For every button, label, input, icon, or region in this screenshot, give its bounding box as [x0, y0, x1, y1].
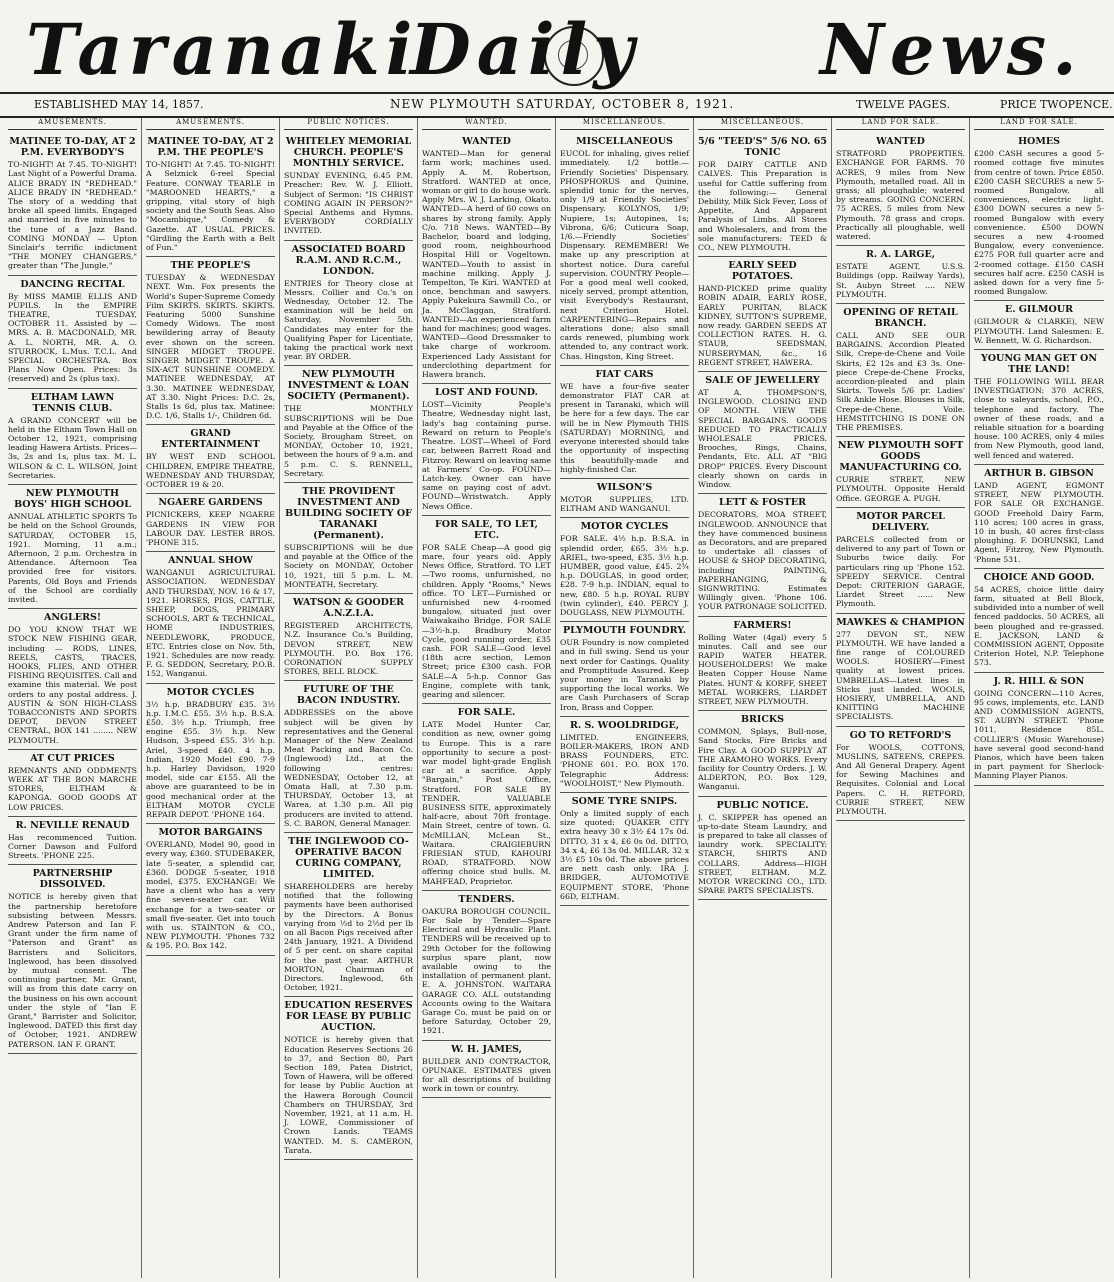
- advertisement-body: PARCELS collected from or delivered to any part of Town or Suburbs twice daily. For particulars ring up 'Phone 152. SPEEDY SERVICE. Central Depot: CRITERION GARAGE, Liardet Street ...... New Plymouth.: [836, 534, 965, 609]
- advertisement-body: SUNDAY EVENING, 6.45 P.M. Preacher: Rev. W. J. Elliott. Subject of Sermon: "IS CHRIST COMING AGAIN IN PERSON?" Special Anthems and Hymns. EVERYBODY CORDIALLY INVITED.: [284, 171, 413, 236]
- advertisement-body: By MISS MAMIE ELLIS AND PUPILS. In the EMPIRE THEATRE, TUESDAY, OCTOBER 11. Assisted by — MRS. A. B. MACDONALD, MR. A. L. NORTH, MR. A. O. STURROCK, L.Mus. T.C.L. And SPECIAL ORCHESTRA. Box Plans Now Open. Prices: 3s (reserved) and 2s (plus tax).: [8, 291, 137, 384]
- advertisement-heading: CHOICE AND GOOD.: [983, 571, 1095, 583]
- advertisement-heading: WHITELEY MEMORIAL CHURCH. PEOPLE'S MONTHLY SERVICE.: [285, 136, 412, 170]
- advertisement: [698, 797, 827, 901]
- advertisement-heading: THE INGLEWOOD CO-OPERATIVE BACON CURING COMPANY, LIMITED.: [288, 835, 409, 880]
- advertisement-body: BY WEST END SCHOOL CHILDREN, EMPIRE THEATRE, WEDNESDAY AND THURSDAY, OCTOBER 19 & 20.: [146, 452, 275, 490]
- advertisement: [974, 673, 1104, 786]
- advertisement-body: NOTICE is hereby given that Education Reserves Sections 26 to 37, and Section 80, Part Section 189, Patea District, Town of Hawera, will be offered for lease by Public Auction at the Hawera Borough Council Chambers on THURSDAY, 3rd November, 1921, at 11 a.m. H. J. LOWE, Commissioner of Crown Lands. TEAMS WANTED. M. S. CAMERON, Tarata.: [284, 1035, 413, 1155]
- column-8: [970, 118, 1108, 1278]
- advertisement: [8, 609, 137, 750]
- advertisement: [146, 133, 275, 257]
- masthead: [0, 0, 1114, 92]
- advertisement: [560, 479, 689, 518]
- advertisement-heading: FARMERS!: [733, 619, 792, 631]
- advertisement-body: Only a limited supply of each size quoted: QUAKER CITY extra heavy 30 x 3½ £4 17s 0d. DITTO, 31 x 4, £6 0s 0d. DITTO, 34 x 4, £6 13s 0d. MILLAR, 32 x 3½ £5 10s 0d. The above prices are nett cash only. IRA J. BRIDGER, AUTOMOTIVE EQUIPMENT STORE, 'Phone 66D, ELTHAM.: [560, 808, 689, 901]
- advertisement-heading: AT CUT PRICES: [30, 752, 115, 764]
- advertisement: [560, 793, 689, 906]
- advertisement-heading: DANCING RECITAL: [20, 278, 125, 290]
- advertisement: [560, 622, 689, 717]
- advertisement-body: ANNUAL ATHLETIC SPORTS To be held on the School Grounds, SATURDAY, OCTOBER 15, 1921. Morning, 11 a.m.; Afternoon, 2 p.m. Orchestra in Attendance. Afternoon Tea provided free for visitors. Parents, Old Boys and Friends of the School are cordially invited.: [8, 512, 137, 604]
- advertisement: [284, 681, 413, 833]
- advertisement-body: HAND-PICKED prime quality ROBIN ADAIR, EARLY ROSE, EARLY PURITAN, BLACK KIDNEY, SUTTON'S SUPREME, now ready. GARDEN SEEDS AT COLLECTION RATES. H. G. STAUB, SEEDSMAN, NURSERYMAN, &c., 16 REGENT STREET, HAWERA.: [698, 284, 827, 367]
- columns-container: [4, 118, 1110, 1278]
- advertisement-body: TUESDAY & WEDNESDAY NEXT. Wm. Fox presents the World's Super-Supreme Comedy Film SKIRTS. SKIRTS. SKIRTS. Featuring 5000 Sunshine Comedy Widows. The most bewildering array of Beauty ever shown on the screen. SINGER MIDGET TROUPE. SINGER MIDGET TROUPE. A SIX-ACT SUNSHINE COMEDY. MATINEE WEDNESDAY, AT 3.30. MATINEE WEDNESDAY, AT 3.30. Night Prices: D.C. 2s, Stalls 1s 6d, plus tax. Matinee: D.C. 1/6, Stalls 1/-, Children 6d.: [146, 273, 275, 421]
- advertisement-heading: ASSOCIATED BOARD R.A.M. AND R.C.M., LONDON.: [291, 243, 406, 277]
- column-4: [418, 118, 556, 1278]
- advertisement-body: Rolling Water (4gal) every 5 minutes. Call and see our RAPID WATER HEATER. HOUSEHOLDERS! We make Beaten Copper House Name Plates. HUNT & KORFF, SHEET METAL WORKERS, LIARDET STREET, NEW PLYMOUTH.: [698, 632, 827, 706]
- advertisement-heading: NGAERE GARDENS: [158, 497, 263, 509]
- column-2: [142, 118, 280, 1278]
- advertisement-heading: BRICKS: [740, 714, 785, 726]
- advertisement-body: REMNANTS AND ODDMENTS WEEK AT THE BON MARCHE STORES, ELTHAM & KAPONGA. GOOD GOODS AT LOW PRICES.: [8, 765, 137, 812]
- advertisement-heading: ELTHAM LAWN TENNIS CLUB.: [30, 391, 115, 414]
- advertisement-heading: E. GILMOUR: [1004, 304, 1074, 316]
- advertisement-heading: J. R. HILL & SON: [993, 675, 1085, 687]
- column-heading: LAND FOR SALE.: [974, 118, 1104, 130]
- advertisement-heading: LETT & FOSTER: [719, 497, 806, 509]
- column-7: [832, 118, 970, 1278]
- advertisement-body: LAND AGENT, EGMONT STREET, NEW PLYMOUTH. FOR SALE OR EXCHANGE. GOOD Freehold Dairy Farm, 110 acres; 100 acres in grass, 10 in bush, 40 acres first-class ploughing. F. DOBUNSKI, Land Agent, Fitzroy, New Plymouth. 'Phone 531.: [974, 480, 1104, 564]
- advertisement: [836, 304, 965, 437]
- advertisement-heading: WILSON'S: [596, 481, 653, 493]
- advertisement-heading: R. A. LARGE,: [865, 249, 936, 261]
- advertisement-body: LIMITED. ENGINEERS, BOILER-MAKERS, IRON AND BRASS FOUNDERS, ETC. 'PHONE 601. P.O. BOX 170. Telegraphic Address: "WOOLHOIST," New Plymouth.: [560, 732, 689, 788]
- advertisement-heading: FUTURE OF THE BACON INDUSTRY.: [296, 684, 401, 707]
- masthead-word-daily: Daily: [410, 8, 640, 91]
- advertisement-body: OVERLAND, Model 90, good in every way, £360. STUDEBAKER, late 5-seater, a splendid car, £360. DODGE 5-seater, 1918 model, £375. EXCHANGE: We have a client who has a very fine seven-seater car. Will exchange for a two-seater or small five-seater. Get into touch with us. STAINTON & CO., NEW PLYMOUTH. 'Phones 732 & 195. P.O. Box 142.: [146, 840, 275, 951]
- advertisement: [836, 437, 965, 508]
- advertisement: [8, 133, 137, 275]
- advertisement: [422, 516, 551, 704]
- advertisement-body: WANGANUI AGRICULTURAL ASSOCIATION. WEDNESDAY AND THURSDAY, NOV. 16 & 17, 1921. HORSES, PIGS, CATTLE, SHEEP, DOGS, PRIMARY SCHOOLS, ART & TECHNICAL, HOME INDUSTRIES, NEEDLEWORK, PRODUCE, ETC. Entries close on Nov. 5th, 1921. Schedules are now ready. F. G. SEDDON, Secretary, P.O.B. 152, Wanganui.: [146, 568, 275, 679]
- masthead-word-news: News.: [820, 8, 1083, 91]
- advertisement-heading: THE PEOPLE'S: [170, 260, 251, 272]
- advertisement-body: COMMON, Splays, Bull-nose, Sand Stocks, Fire Bricks and Fire Clay. A GOOD SUPPLY AT THE ARAMOHO WORKS. Every facility for Country Orders. J. W. ALDERTON, P.O. Box 129, Wanganui.: [698, 727, 827, 792]
- advertisement: [974, 569, 1104, 673]
- advertisement: [422, 1041, 551, 1099]
- advertisement-body: AT A. THOMPSON'S, INGLEWOOD. CLOSING END OF MONTH. VIEW THE SPECIAL BARGAINS. GOODS REDUCED TO PRACTICALLY WHOLESALE PRICES. Brooches, Rings, Chains, Pendants, Etc. ALL AT "BIG DROP" PRICES. Every Discount clearly shown on cards in Window.: [698, 388, 827, 490]
- advertisement-body: TO-NIGHT! At 7.45. TO-NIGHT! A Selznick 6-reel Special Feature. CONWAY TEARLE in "MAROONED HEARTS," a gripping, vital story of high society and the South Seas. Also "Mocambique," Comedy & Gazette. AT USUAL PRICES. "Girdling the Earth with a Belt of Fun.": [146, 160, 275, 253]
- advertisement: [284, 483, 413, 594]
- advertisement: [8, 817, 137, 866]
- column-heading: AMUSEMENTS.: [8, 118, 137, 130]
- advertisement: [146, 824, 275, 955]
- advertisement: [698, 372, 827, 494]
- advertisement: [8, 750, 137, 817]
- advertisement-body: PICNICKERS, KEEP NGAERE GARDENS IN VIEW FOR LABOUR DAY. LESTER BROS. 'PHONE 315.: [146, 510, 275, 547]
- advertisement-heading: MOTOR PARCEL DELIVERY.: [856, 510, 945, 533]
- advertisement-heading: NEW PLYMOUTH INVESTMENT & LOAN SOCIETY (Permanent).: [287, 369, 410, 403]
- advertisement: [284, 833, 413, 997]
- column-heading: AMUSEMENTS.: [146, 118, 275, 130]
- advertisement-body: WANTED—Man for general farm work; machines used. Apply A. M. Robertson, Stratford. WANTED at once, woman or girl to do house work. Apply Mrs. W. J. Larking, Okato. WANTED—A herd of 60 cows on shares by strong family. Apply C/o. 718 News. WANTED—By Bachelor, board and lodging, good room, neighbourhood Hospital Hill or Vogeltown. WANTED—Youth to assist in machine milking. Apply J. Tempelton, Te Kiri. WANTED at once, benchman and sawyers. Apply Pukekura Sawmill Co., or Ja. McClaggan, Stratford. WANTED—An experienced farm hand for machines; good wages. WANTED—Good Dressmaker to take charge of workroom. Experienced Lady Assistant for underclothing department for Hawera branch.: [422, 149, 551, 380]
- advertisement-body: BUILDER AND CONTRACTOR, OPUNAKE. ESTIMATES given for all descriptions of building work in town or country.: [422, 1056, 551, 1094]
- advertisement-body: DO YOU KNOW THAT WE STOCK NEW FISHING GEAR, including — RODS, LINES, REELS, CASTS, TRACES, HOOKS, FLIES, AND OTHER FISHING REQUISITES. Call and examine this material. We post orders to any postal address. J. AUSTIN & SON HIGH-CLASS TOBACCONISTS AND SPORTS DEPOT, DEVON STREET CENTRAL, BOX 141 ........ NEW PLYMOUTH.: [8, 625, 137, 745]
- column-3: [280, 118, 418, 1278]
- advertisement: [284, 133, 413, 240]
- advertisement: [698, 617, 827, 712]
- advertisement-heading: MOTOR CYCLES: [580, 521, 669, 533]
- advertisement: [836, 614, 965, 727]
- advertisement-heading: SOME TYRE SNIPS.: [571, 795, 678, 807]
- advertisement-body: ESTATE AGENT, U.S.S. Buildings (opp. Railway Yards), St. Aubyn Street .... NEW PLYMOUTH.: [836, 262, 965, 299]
- advertisement-body: CURRIE STREET, NEW PLYMOUTH. Opposite Herald Office. GEORGE A. PUGH.: [836, 475, 965, 503]
- advertisement-heading: WATSON & GOODER A.N.Z.I.A.: [292, 597, 405, 620]
- column-5: [556, 118, 694, 1278]
- advertisement-body: OAKURA BOROUGH COUNCIL. For Sale by Tender—Spare Electrical and Hydraulic Plant. TENDERS will be received up to 29th October for the following surplus spare plant, now available owing to the installation of permanent plant. E. A. JOHNSTON. WAITARA GARAGE CO. ALL outstanding Accounts owing to the Waitara Garage Co. must be paid on or before Saturday, October 29, 1921.: [422, 906, 551, 1036]
- advertisement: [560, 366, 689, 479]
- advertisement-heading: FOR SALE.: [457, 707, 516, 719]
- advertisement-heading: HOMES: [1018, 136, 1060, 148]
- advertisement-body: MOTOR SUPPLIES, LTD. ELTHAM AND WANGANUI.: [560, 494, 689, 514]
- advertisement-body: WE have a four-five seater demonstrator FIAT CAR at present in Taranaki, which will be here for a few days. The car will be in New Plymouth THIS (SATURDAY) MORNING, and everyone interested should take the opportunity of inspecting this beautifully-made and highly-finished Car.: [560, 381, 689, 474]
- advertisement-body: ENTRIES for Theory close at Messrs. Collier and Co.'s on Wednesday, October 12. The examination will be held on Saturday, November 5th. Candidates may enter for the Qualifying Paper for Licentiate, taking the practical work next year. BY ORDER.: [284, 278, 413, 362]
- advertisement-body: 54 ACRES, choice little dairy farm, situated at Bell Block, subdivided into a number of well fenced paddocks. 50 ACRES, all been ploughed and re-grassed. E. JACKSON, LAND & COMMISSION AGENT, Opposite Criterion Hotel, N.P. Telephone 573.: [974, 584, 1105, 668]
- advertisement-body: THE FOLLOWING WILL BEAR INVESTIGATION: 370 ACRES, close to saleyards, school, P.O., telephone and factory. The owner of these roads, and a reliable situation for a boarding house. 100 ACRES, only 4 miles from New Plymouth, good land, well fenced and watered.: [974, 377, 1104, 460]
- advertisement-body: REGISTERED ARCHITECTS, N.Z. Insurance Co.'s Building, DEVON STREET, NEW PLYMOUTH. P.O. Box 176. CORONATION SUPPLY STORES, BELL BLOCK.: [284, 621, 413, 677]
- advertisement: [284, 241, 413, 367]
- dateline-bar: [0, 92, 1114, 118]
- advertisement-body: DECORATORS, MOA STREET, INGLEWOOD. ANNOUNCE that they have commenced business as Decorators, and are prepared to undertake all classes of HOUSE & SHOP DECORATING, including PAINTING, PAPERHANGING, & SIGNWRITING. Estimates Willingly given. 'Phone 106. YOUR PATRONAGE SOLICITED.: [698, 510, 827, 612]
- advertisement: [422, 133, 551, 384]
- advertisement-heading: OPENING OF RETAIL BRANCH.: [843, 307, 958, 330]
- advertisement-body: GOING CONCERN—110 Acres, 95 cows, implements, etc. LAND AND COMMISSION AGENTS, ST. AUBYN STREET. 'Phone 1011, Residence 85L. COLLIER'S (Music Warehouse) have several good second-hand Pianos, which have been taken in part payment for Sherlock-Manning Player Pianos.: [974, 688, 1104, 781]
- advertisement-body: FOR SALE. 4½ h.p. B.S.A. in splendid order, £65. 3½ h.p. ARIEL, two-speed, £35. 3½ h.p. HUMBER, good value, £45. 2¾ h.p. DOUGLAS, in good order, £28. 7-9 h.p. INDIAN, equal to new, £80. 5 h.p. ROYAL RUBY (twin cylinder), £40. PERCY J. DOUGLASS, NEW PLYMOUTH.: [560, 534, 689, 617]
- column-heading: LAND FOR SALE.: [836, 118, 965, 130]
- price: PRICE TWOPENCE.: [1000, 98, 1113, 111]
- advertisement: [836, 727, 965, 822]
- advertisement-heading: GRAND ENTERTAINMENT: [161, 428, 260, 451]
- advertisement-heading: SALE OF JEWELLERY: [705, 375, 820, 387]
- advertisement: [698, 494, 827, 616]
- advertisement: [8, 276, 137, 389]
- advertisement-heading: LOST AND FOUND.: [435, 387, 538, 399]
- advertisement: [698, 257, 827, 372]
- advertisement-body: CALL AND SEE OUR BARGAINS. Accordion Pleated Silk, Crepe-de-Chene and Voile Skirts, £2 12s and £3 3s. One-piece Crepe-de-Chene Frocks, accordion-pleated and plain Skirts. Towels 5/6 pr. Ladies' Silk Ankle Hose. Blouses in Silk, Crepe-de-Chene, Voile. HEMSTITCHING IS DONE ON THE PREMISES.: [836, 331, 965, 433]
- advertisement-heading: MOTOR BARGAINS: [158, 827, 263, 839]
- advertisement: [146, 684, 275, 825]
- advertisement: [146, 552, 275, 683]
- advertisement-heading: NEW PLYMOUTH BOYS' HIGH SCHOOL: [14, 488, 131, 511]
- advertisement: [698, 133, 827, 257]
- advertisement-body: FOR SALE Cheap—A good gig mare, four years old. Apply News Office, Stratford. TO LET—Two rooms, unfurnished, no children. Apply "Rooms," News office. TO LET—Furnished or unfurnished new 4-roomed bungalow, situated just over Waiwakaiho Bridge. FOR SALE—3½-h.p. Bradbury Motor Cycle, good running order, £35 cash. FOR SALE—Good level (18th acre section, Lemon Street; price £300 cash. FOR SALE—A 5-h.p. Connor Gas Engine, complete with tank, gearing and silencer.: [422, 542, 551, 699]
- advertisement-heading: R. NEVILLE RENAUD: [15, 819, 130, 831]
- advertisement-body: OUR Foundry is now completed and in full swing. Send us your next order for Castings. Quality and Promptitude Assured. Keep your money in Taranaki by supporting the local works. We are Cash Purchasers of Scrap Iron, Brass and Copper.: [560, 638, 689, 712]
- advertisement-body: 3½ h.p. BRADBURY £35. 3½ h.p. I.M.C. £55. 3½ h.p. B.S.A. £50. 3½ h.p. Triumph, free engine £55. 3½ h.p. New Hudson, 3-speed £55. 3½ h.p. Ariel, 3-speed £40. 4 h.p. Indian, 1920 Model £90. 7-9 h.p. Harley Davidson, 1920 model, side car £155. All the above are guaranteed to be in good mechanical order at the ELTHAM MOTOR CYCLE REPAIR DEPOT. 'PHONE 164.: [146, 699, 275, 819]
- advertisement-heading: FIAT CARS: [595, 368, 654, 380]
- advertisement: [8, 865, 137, 1053]
- advertisement-heading: PUBLIC NOTICE.: [716, 799, 809, 811]
- advertisement-heading: MATINEE TO-DAY, AT 2 P.M. THE PEOPLE'S: [147, 136, 274, 159]
- advertisement-body: £200 CASH secures a good 5-roomed cottage five minutes from centre of town. Price £850. £200 CASH SECURES a new 5-roomed Bungalow, all conveniences, electric light. £300 DOWN secures a new 5-roomed Bungalow with every convenience. £500 DOWN secures a new 4-roomed Bungalow, every convenience. £275 FOR full quarter acre and 2-roomed cottage. £150 CASH secures half acre. £250 CASH is asked down for a very fine 5-roomed Bungalow.: [974, 149, 1104, 297]
- advertisement-heading: FOR SALE, TO LET, ETC.: [435, 518, 538, 541]
- advertisement-body: Has recommenced Tuition. Corner Dawson and Fulford Streets. 'PHONE 225.: [8, 832, 137, 861]
- advertisement-heading: MOTOR CYCLES: [166, 686, 255, 698]
- advertisement-body: TO-NIGHT! At 7.45. TO-NIGHT! Last Night of a Powerful Drama. ALICE BRADY IN "REDHEAD." ALICE BRADY IN "REDHEAD." The story of a wedding that broke all speed limits. Engaged and married in five minutes to the tune of a Jazz Band. COMING MONDAY — Upton Sinclair's terrific indictment "THE MONEY CHANGERS," greater than "The Jungle.": [8, 160, 137, 271]
- advertisement-body: A GRAND CONCERT will be held in the Eltham Town Hall on October 12, 1921, comprising leading Hawera Artists. Prices—3s, 2s and 1s, plus tax. M. L. WILSON & C. L. WILSON, Joint Secretaries.: [8, 415, 137, 480]
- advertisement-heading: MISCELLANEOUS: [576, 136, 673, 148]
- advertisement: [836, 133, 965, 246]
- advertisement: [422, 891, 551, 1041]
- advertisement-heading: EARLY SEED POTATOES.: [728, 260, 797, 283]
- advertisement-heading: NEW PLYMOUTH SOFT GOODS MANUFACTURING CO.: [837, 440, 964, 474]
- advertisement-heading: EDUCATION RESERVES FOR LEASE BY PUBLIC AUCTION.: [284, 1000, 413, 1034]
- advertisement-heading: MAWKES & CHAMPION: [836, 616, 965, 628]
- page-count: TWELVE PAGES.: [856, 98, 950, 111]
- advertisement-heading: R. S. WOOLDRIDGE,: [569, 719, 680, 731]
- advertisement-heading: THE PROVIDENT INVESTMENT AND BUILDING SOCIETY OF TARANAKI (Permanent).: [285, 486, 412, 542]
- advertisement: [974, 301, 1104, 350]
- column-heading: MISCELLANEOUS.: [698, 118, 827, 130]
- advertisement: [146, 257, 275, 425]
- advertisement-body: NOTICE is hereby given that the partnership heretofore subsisting between Messrs. Andrew Paterson and Ian F. Grant under the firm name of "Paterson and Grant" as Barristers and Solicitors, Inglewood, has been dissolved by mutual consent. The continuing partner, Mr. Grant, will as from this date carry on the business on his own account under the style of "Ian F. Grant," Barrister and Solicitor, Inglewood. DATED this first day of October, 1921. ANDREW PATERSON. IAN F. GRANT.: [8, 892, 137, 1049]
- column-heading: MISCELLANEOUS.: [560, 118, 689, 130]
- advertisement-heading: GO TO RETFORD'S: [849, 729, 952, 741]
- advertisement-body: For WOOLS, COTTONS, MUSLINS, SATEENS, CREPES. And All General Drapery. Agent for Sewing Machines and Requisites. Colonial and Local Papers. C. H. RETFORD, CURRIE STREET, NEW PLYMOUTH.: [836, 742, 965, 816]
- advertisement-body: J. C. SKIPPER has opened an up-to-date Steam Laundry, and is prepared to take all classes of laundry work. SPECIALITY: STARCH, SHIRTS AND COLLARS. Address—HIGH STREET, ELTHAM. M.Z. MOTOR WRECKING CO., LTD. SPARE PARTS SPECIALISTS.: [698, 812, 827, 896]
- advertisement-body: SHAREHOLDERS are hereby notified that the following payments have been authorised by the Directors. A Bonus varying from ½d to 2½d per lb on all Bacon Pigs received after 24th January, 1921. A Dividend of 5 per cent. on share capital for the past year. ARTHUR MORTON, Chairman of Directors. Inglewood, 6th October, 1921.: [284, 881, 413, 993]
- advertisement-heading: ARTHUR B. GIBSON: [984, 467, 1094, 479]
- advertisement: [836, 246, 965, 304]
- advertisement-body: THE MONTHLY SUBSCRIPTIONS will be Due and Payable at the Office of the Society, Brougham Street, on MONDAY, October 10, 1921, between the hours of 9 a.m. and 5 p.m. C. S. RENNELL, Secretary.: [284, 404, 413, 478]
- advertisement: [698, 711, 827, 796]
- advertisement-body: 277 DEVON ST., NEW PLYMOUTH. WE have landed a fine range of COLOURED WOOLS. HOSIERY—Finest quality at lowest prices. UMBRELLAS—Latest lines in Sticks just landed. WOOLS, HOSIERY, UMBRELLA, AND KNITTING MACHINE SPECIALISTS.: [836, 629, 965, 722]
- advertisement-body: EUCOL for inhaling, gives relief immediately. 1/2 bottle.—Friendly Societies' Dispensary. PHOSPHORUS and Quinine, splendid tonic for the nerves, only 1/9 at Friendly Societies' Dispensary. KOLYNOS, 1/9; Nupiere, 1s; Autopines, 1s; Vibrona, 6/6; Cuticura Soap, 1/6.—Friendly Societies' Dispensary. REMEMBER! We make up any prescription at shortest notice. Dura careful supervision. COUNTRY People—For a good meal well cooked, nicely served, prompt attention, visit Everybody's Restaurant, next Criterion Hotel. CARPENTERING—Repairs and alterations done; also small cards renewed, plumbing work attended to, any contract work. Chas. Hingston, King Street.: [560, 149, 689, 361]
- advertisement-heading: TENDERS.: [458, 893, 515, 905]
- advertisement: [284, 366, 413, 483]
- advertisement: [974, 350, 1104, 465]
- advertisement-body: (GILMOUR & CLARKE), NEW PLYMOUTH. Land Salesmen: E. W. Bennett, W. G. Richardson.: [974, 317, 1104, 345]
- established-date: ESTABLISHED MAY 14, 1857.: [34, 98, 204, 111]
- advertisement-body: LATE Model Hunter Car, condition as new, owner going to Europe. This is a rare opportunity to secure a post-war model light-grade English car at a sacrifice. Apply "Bargain," Post Office, Stratford. FOR SALE BY TENDER. VALUABLE BUSINESS SITE, approximately half-acre, about 70ft frontage. Main Street, centre of town. G. McMILLAN, McLean St., Waitara. CRAIGIEBURN FRIESIAN STUD, KAHOURI ROAD, STRATFORD. NOW offering choice stud bulls. M. MAHFEAD, Proprietor.: [422, 720, 551, 886]
- advertisement: [146, 425, 275, 494]
- advertisement: [146, 494, 275, 552]
- advertisement-heading: ANGLERS!: [43, 612, 101, 624]
- advertisement: [8, 389, 137, 485]
- advertisement-body: FOR DAIRY CATTLE AND CALVES. This Preparation is useful for Cattle suffering from the following:— General Debility, Milk Sick Fever, Loss of Appetite, And Apparent Paralysis of Limbs. All Stores and Wholesalers, and from the sole manufacturers: TEED & CO., NEW PLYMOUTH.: [698, 160, 827, 253]
- advertisement: [8, 485, 137, 609]
- advertisement: [284, 594, 413, 681]
- advertisement-heading: WANTED: [462, 136, 511, 148]
- column-6: [694, 118, 832, 1278]
- advertisement: [422, 704, 551, 891]
- advertisement-heading: MATINEE TO-DAY, AT 2 P.M. EVERYBODY'S: [9, 136, 136, 159]
- advertisement-heading: WANTED: [876, 136, 925, 148]
- advertisement-body: ADDRESSES on the above subject will be given by representatives and the General Manager of the New Zealand Meat Packing and Bacon Co. (Inglewood) Ltd., at the following centres: WEDNESDAY, October 12, at Omata Hall, at 7.30 p.m. THURSDAY, October 13, at Warea, at 1.30 p.m. All pig producers are invited to attend. S. C. BARON, General Manager.: [284, 708, 413, 828]
- advertisement-heading: PLYMOUTH FOUNDRY.: [562, 625, 687, 637]
- advertisement-heading: ANNUAL SHOW: [168, 555, 253, 567]
- advertisement: [422, 384, 551, 515]
- column-1: [4, 118, 142, 1278]
- place-and-date: NEW PLYMOUTH SATURDAY, OCTOBER 8, 1921.: [390, 97, 735, 111]
- advertisement: [836, 508, 965, 614]
- advertisement-body: STRATFORD PROPERTIES. EXCHANGE FOR FARMS. 70 ACRES, 9 miles from New Plymouth, metalled road. All in grass; all ploughable; watered by streams. GOING CONCERN. 75 ACRES, 5 miles from New Plymouth. 78 grass and crops. Practically all ploughable, well watered.: [836, 149, 965, 242]
- column-heading: PUBLIC NOTICES.: [284, 118, 413, 130]
- advertisement-body: LOST—Vicinity People's Theatre, Wednesday night last, lady's bag containing purse. Reward on return to People's Theatre. LOST—Wheel of Ford car, between Barrett Road and Fitzroy. Reward on leaving same at Farmers' Co-op. FOUND—Latch-key. Owner can have same on paying cost of advt. FOUND—Wristwatch. Apply News Office.: [422, 400, 551, 511]
- advertisement-body: SUBSCRIPTIONS will be due and payable at the Office of the Society on MONDAY, October 10, 1921, till 5 p.m. L. M. MONTEATH, Secretary.: [284, 543, 413, 589]
- advertisement-heading: 5/6 "TEED'S" 5/6 NO. 65 TONIC: [698, 136, 827, 159]
- advertisement: [974, 133, 1104, 301]
- advertisement-heading: W. H. JAMES,: [451, 1043, 522, 1055]
- advertisement: [560, 133, 689, 366]
- column-heading: WANTED.: [422, 118, 551, 130]
- advertisement-heading: PARTNERSHIP DISSOLVED.: [32, 868, 113, 891]
- advertisement: [560, 518, 689, 622]
- advertisement: [974, 465, 1104, 569]
- advertisement: [560, 717, 689, 793]
- advertisement: [284, 997, 413, 1160]
- advertisement-heading: YOUNG MAN GET ON THE LAND!: [980, 353, 1097, 376]
- masthead-word-taranaki: Taranaki: [26, 8, 419, 91]
